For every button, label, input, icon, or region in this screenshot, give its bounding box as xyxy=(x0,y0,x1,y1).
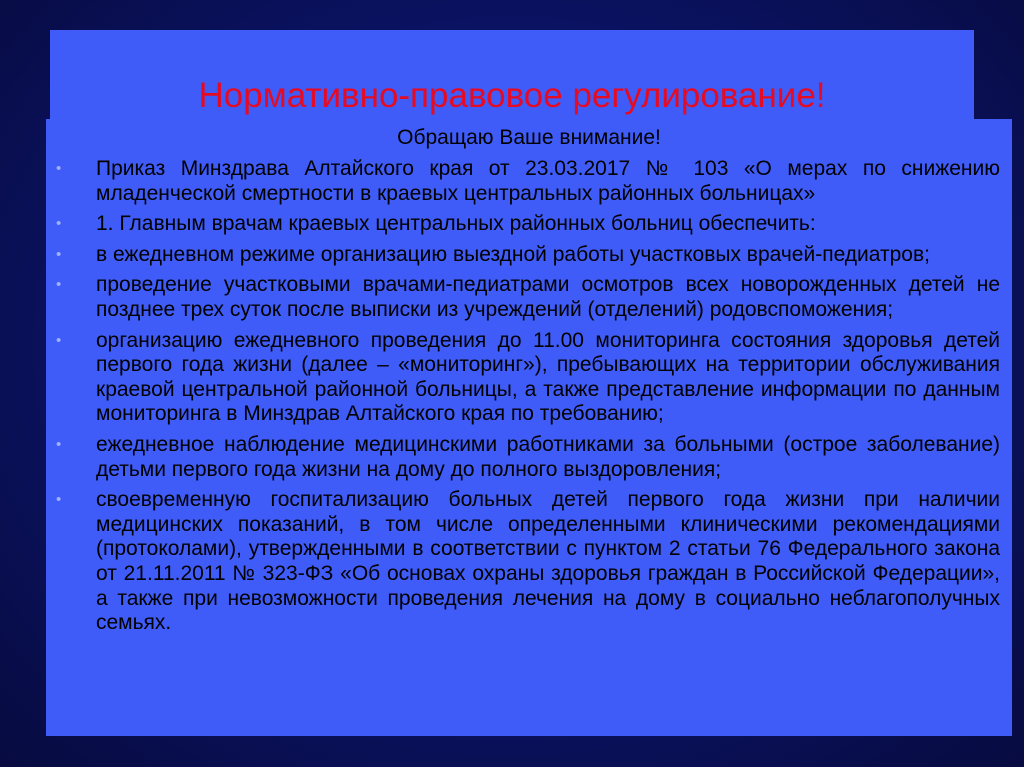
list-item xyxy=(52,243,1000,268)
list-item-text: проведение участковыми врачами-педиатрами осмотров всех новорожденных детей не позднее трех суток после выписки из учреждений (отделений) родовспоможения; xyxy=(96,273,1000,321)
list-item-text: ежедневное наблюдение медицинскими работниками за больными (острое заболевание) детьми первого года жизни на дому до полного выздоровления; xyxy=(96,432,1000,481)
bullet-icon: • xyxy=(56,215,62,233)
slide-title: Нормативно-правовое регулирование! xyxy=(198,76,826,115)
bullet-icon: • xyxy=(56,160,62,177)
slide-subtitle: Обращаю Ваше внимание! xyxy=(397,126,661,149)
list-item-text: в ежедневном режиме организацию выездной работы участковых врачей-педиатров; xyxy=(96,242,930,266)
list-item-text: организацию ежедневного проведения до 11.00 мониторинга состояния здоровья детей первого года жизни (далее – «мониторинг»), пребывающих на территории обслуживания краевой центральной районной больницы, а также представление информации по данным мониторинга в Минздрав Алтайского края по требованию; xyxy=(96,328,1000,426)
list-item-text: 1. Главным врачам краевых центральных районных больниц обеспечить: xyxy=(96,212,816,236)
list-item-text: своевременную госпитализацию больных детей первого года жизни при наличии медицинских показаний, в том числе определенными клиническими рекомендациями (протоколами), утвержденными в соответствии с пунктом 2 статьи 76 Федерального закона от 21.11.2011 № 323-ФЗ «Об основах охраны здоровья граждан в Российской Федерации», а также при невозможности проведения лечения на дому в социально неблагополучных семьях. xyxy=(96,488,1000,635)
list-item xyxy=(52,488,1000,636)
bullet-icon: • xyxy=(56,435,62,453)
list-item xyxy=(52,212,1000,237)
list-item xyxy=(52,433,1000,482)
list-item xyxy=(52,273,1000,322)
bullet-icon: • xyxy=(56,276,62,294)
list-item-text: Приказ Минздрава Алтайского края от 23.03.2017 № 103 «О мерах по снижению младенческой смертности в краевых центральных районных больницах» xyxy=(96,157,1000,205)
list-item xyxy=(52,329,1000,427)
bullet-list xyxy=(52,157,1000,642)
bullet-icon: • xyxy=(56,245,62,263)
list-item xyxy=(52,157,1000,206)
bullet-icon: • xyxy=(56,491,62,509)
bullet-icon: • xyxy=(56,331,62,349)
